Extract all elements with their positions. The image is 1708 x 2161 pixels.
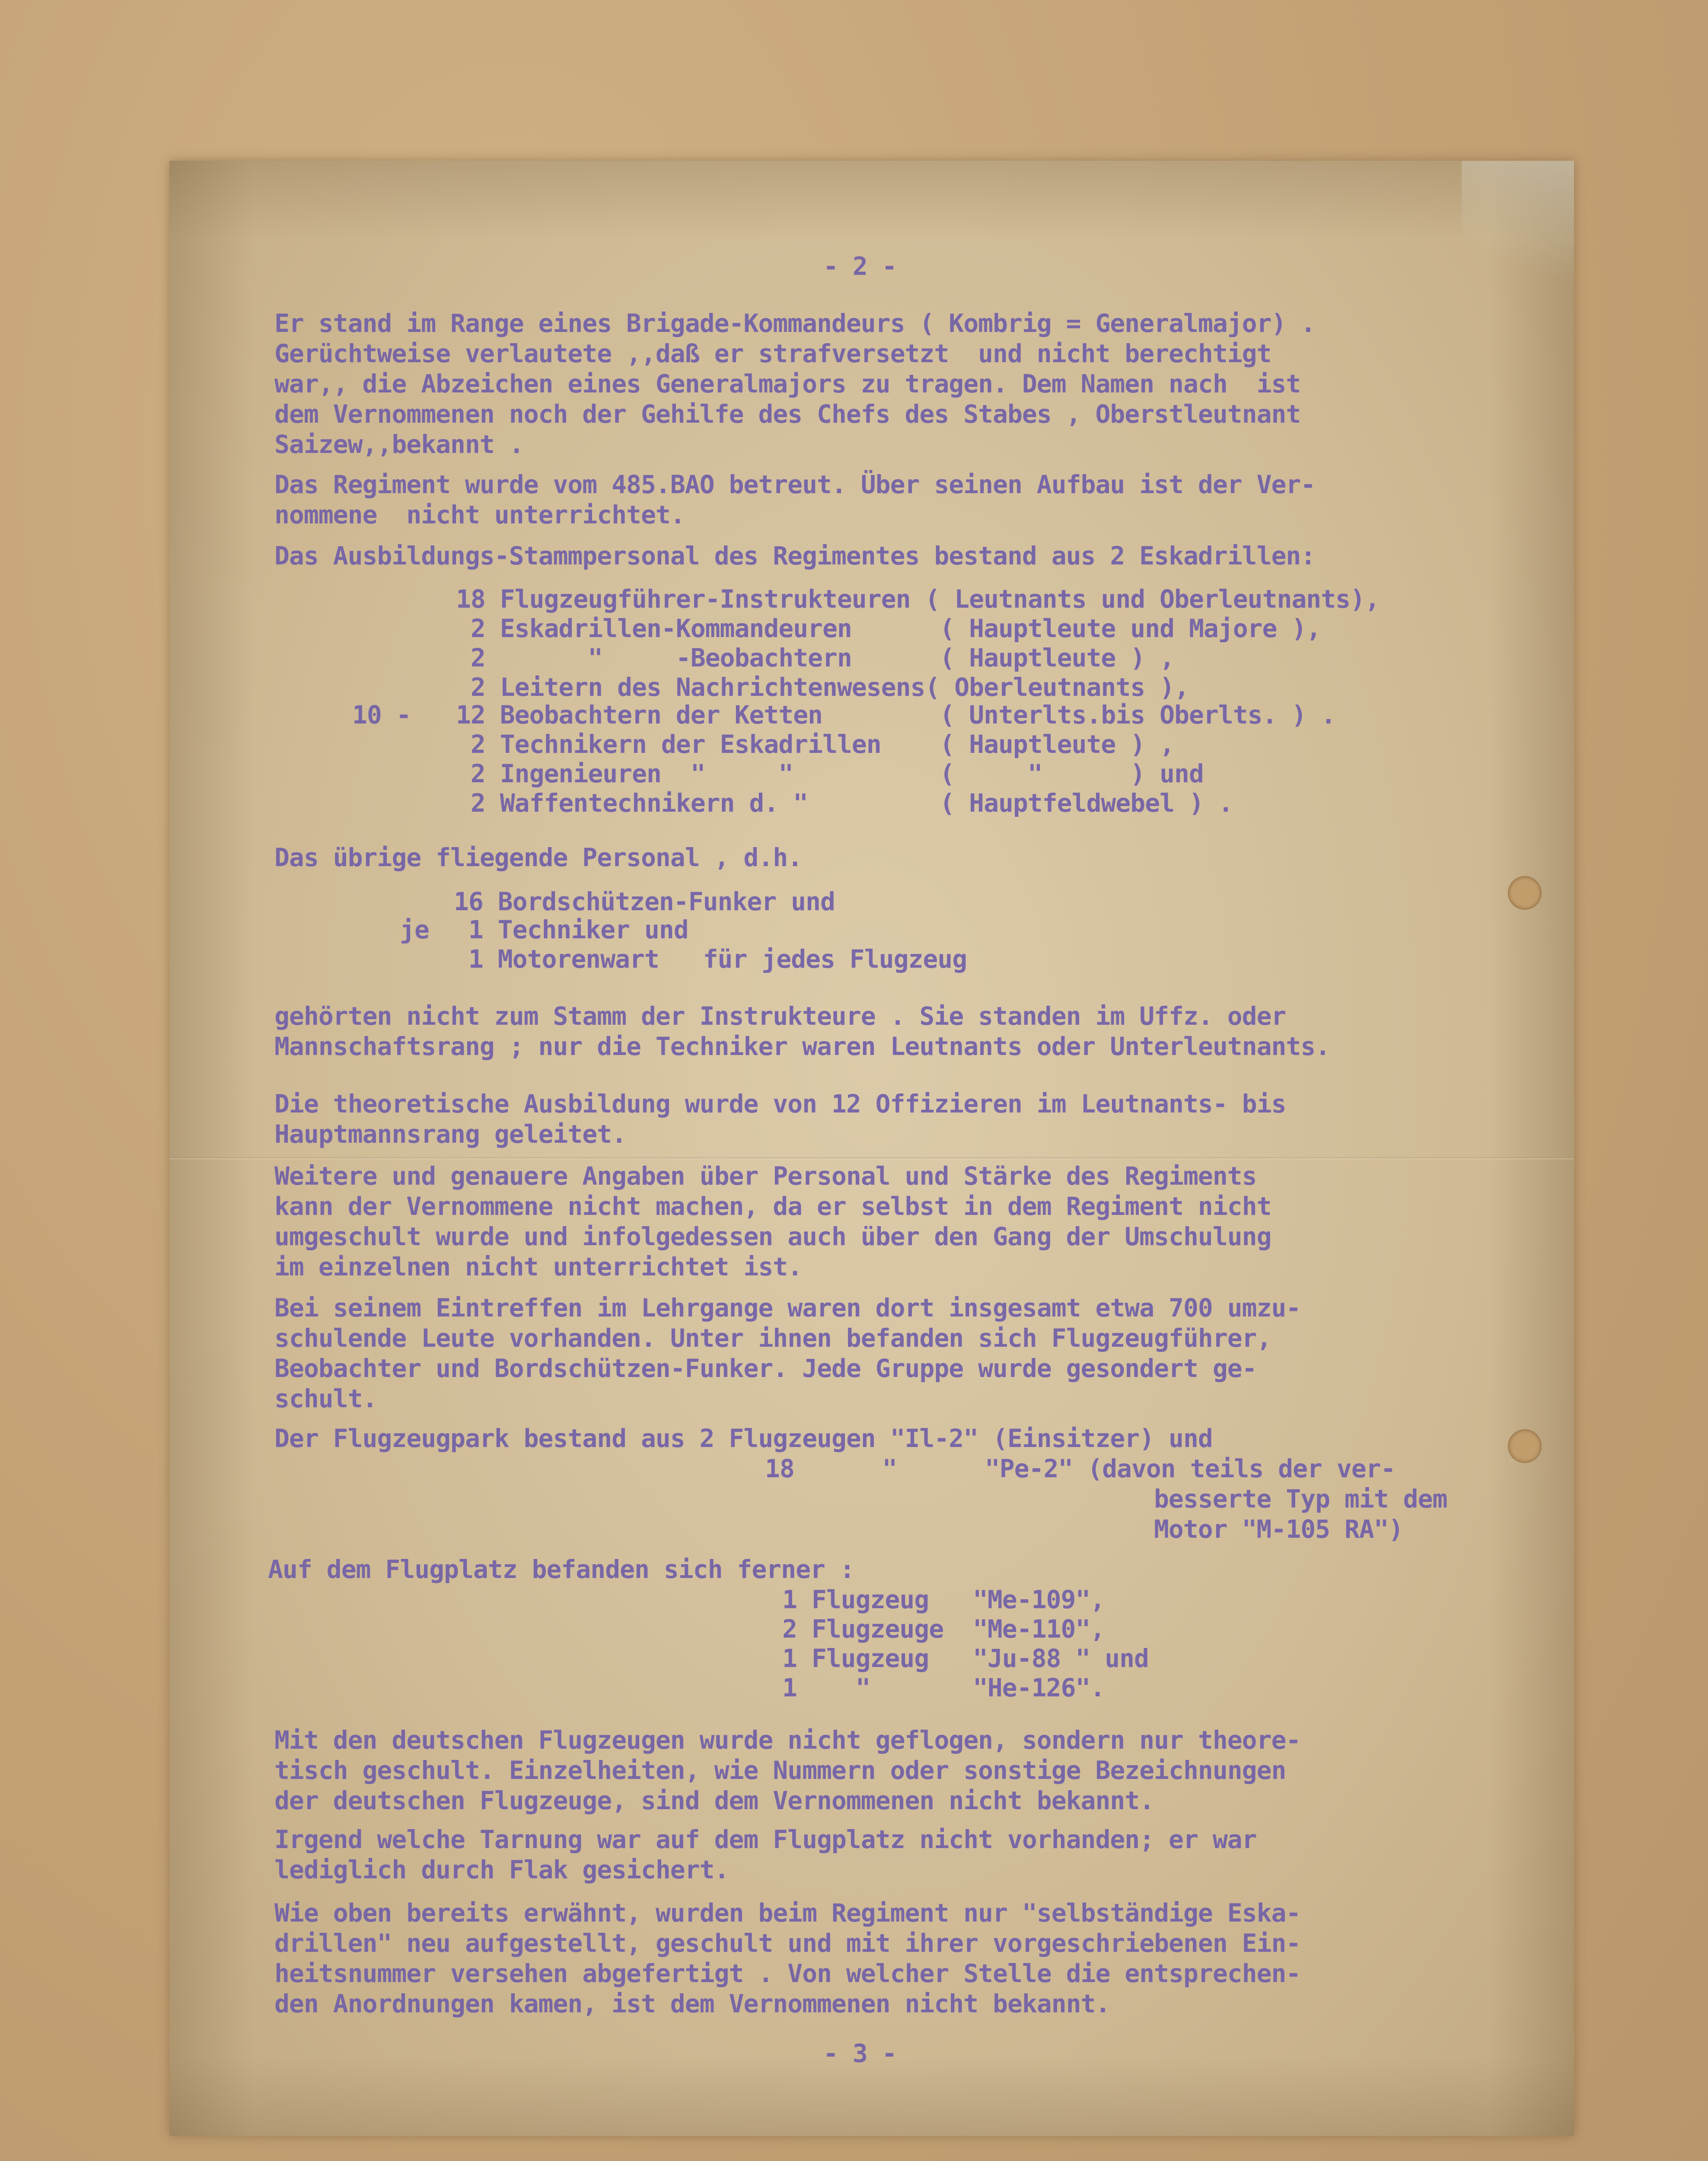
staff-list-item: 18 Flugzeugführer-Instrukteuren ( Leutnants und Oberleutnants), <box>456 584 1380 614</box>
text-line: Irgend welche Tarnung war auf dem Flugplatz nicht vorhanden; er war <box>274 1825 1257 1854</box>
text-line: Er stand im Range eines Brigade-Kommandeurs ( Kombrig = Generalmajor) . <box>274 309 1316 338</box>
text-line: umgeschult wurde und infolgedessen auch über den Gang der Umschulung <box>274 1222 1271 1251</box>
text-line: war,, die Abzeichen eines Generalmajors zu tragen. Dem Namen nach ist <box>274 369 1301 398</box>
je-mark: je <box>400 915 429 944</box>
text-line: schult. <box>274 1384 377 1413</box>
airfield-aircraft-item: 2 Flugzeuge "Me-110", <box>782 1614 1105 1644</box>
aircraft-line: 18 " "Pe-2" (davon teils der ver- <box>765 1454 1396 1483</box>
text-line: nommene nicht unterrichtet. <box>274 500 685 529</box>
text-line: den Anordnungen kamen, ist dem Vernommenen nicht bekannt. <box>274 1989 1110 2018</box>
text-line: Das Regiment wurde vom 485.BAO betreut. Über seinen Aufbau ist der Ver- <box>274 470 1316 499</box>
personnel-list-item: 1 Motorenwart für jedes Flugzeug <box>454 944 967 974</box>
text-line: lediglich durch Flak gesichert. <box>274 1855 729 1884</box>
text-line: Das übrige fliegende Personal , d.h. <box>274 843 803 872</box>
punch-hole-top <box>1508 876 1542 910</box>
staff-list-item: 2 Technikern der Eskadrillen ( Hauptleute ) , <box>456 730 1175 759</box>
personnel-list-item: 1 Techniker und <box>454 915 688 944</box>
text-line: Weitere und genauere Angaben über Personal und Stärke des Regiments <box>274 1161 1257 1191</box>
aircraft-line: Motor "M-105 RA") <box>1154 1514 1403 1544</box>
text-line: im einzelnen nicht unterrichtet ist. <box>274 1252 803 1281</box>
text-line: Saizew,,bekannt . <box>274 430 524 459</box>
text-line: kann der Vernommene nicht machen, da er selbst in dem Regiment nicht <box>274 1192 1271 1221</box>
text-line: tisch geschult. Einzelheiten, wie Nummern oder sonstige Bezeichnungen <box>274 1756 1286 1785</box>
text-line: gehörten nicht zum Stamm der Instrukteure . Sie standen im Uffz. oder <box>274 1001 1286 1031</box>
text-line: Gerüchtweise verlautete ,,daß er strafversetzt und nicht berechtigt <box>274 339 1271 368</box>
text-line: dem Vernommenen noch der Gehilfe des Chefs des Stabes , Oberstleutnant <box>274 399 1301 429</box>
staff-list-item: 2 Ingenieuren " " ( " ) und <box>456 759 1204 788</box>
text-line: Hauptmannsrang geleitet. <box>274 1119 627 1149</box>
staff-list-item: 2 Leitern des Nachrichtenwesens( Oberleutnants ), <box>456 673 1189 702</box>
aircraft-line: besserte Typ mit dem <box>1154 1484 1447 1514</box>
text-line: Auf dem Flugplatz befanden sich ferner : <box>268 1555 854 1584</box>
page-number-header: - 2 - <box>823 252 897 281</box>
text-line: heitsnummer versehen abgefertigt . Von welcher Stelle die entsprechen- <box>274 1959 1301 1988</box>
text-line: Beobachter und Bordschützen-Funker. Jede Gruppe wurde gesondert ge- <box>274 1354 1257 1383</box>
text-line: Mannschaftsrang ; nur die Techniker waren Leutnants oder Unterleutnants. <box>274 1032 1330 1061</box>
staff-list-item: 2 Eskadrillen-Kommandeuren ( Hauptleute und Majore ), <box>456 614 1321 643</box>
text-line: Mit den deutschen Flugzeugen wurde nicht geflogen, sondern nur theore- <box>274 1725 1301 1755</box>
personnel-list-item: 16 Bordschützen-Funker und <box>454 887 835 916</box>
airfield-aircraft-item: 1 " "He-126". <box>782 1673 1105 1702</box>
text-line: Wie oben bereits erwähnt, wurden beim Regiment nur "selbständige Eska- <box>274 1898 1301 1928</box>
airfield-aircraft-item: 1 Flugzeug "Me-109", <box>782 1585 1105 1614</box>
text-line: Bei seinem Eintreffen im Lehrgange waren dort insgesamt etwa 700 umzu- <box>274 1293 1301 1323</box>
text-line: Das Ausbildungs-Stammpersonal des Regimentes bestand aus 2 Eskadrillen: <box>274 541 1316 571</box>
range-prefix: 10 - <box>352 700 411 730</box>
page-number-footer: - 3 - <box>823 2039 897 2068</box>
text-line: drillen" neu aufgestellt, geschult und mit ihrer vorgeschriebenen Ein- <box>274 1928 1301 1958</box>
staff-list-item: 2 Waffentechnikern d. " ( Hauptfeldwebel ) . <box>456 788 1233 818</box>
paper-fold <box>169 1157 1574 1160</box>
text-line: Die theoretische Ausbildung wurde von 12 Offizieren im Leutnants- bis <box>274 1089 1286 1119</box>
airfield-aircraft-item: 1 Flugzeug "Ju-88 " und <box>782 1644 1149 1673</box>
text-line: der deutschen Flugzeuge, sind dem Vernommenen nicht bekannt. <box>274 1786 1154 1815</box>
text-line: schulende Leute vorhanden. Unter ihnen befanden sich Flugzeugführer, <box>274 1323 1271 1353</box>
staff-list-item: 12 Beobachtern der Ketten ( Unterlts.bis Oberlts. ) . <box>456 700 1336 730</box>
text-line: Der Flugzeugpark bestand aus 2 Flugzeugen "Il-2" (Einsitzer) und <box>274 1424 1213 1453</box>
punch-hole-bottom <box>1508 1429 1542 1463</box>
paper-wear <box>1462 161 1574 299</box>
staff-list-item: 2 " -Beobachtern ( Hauptleute ) , <box>456 643 1175 673</box>
